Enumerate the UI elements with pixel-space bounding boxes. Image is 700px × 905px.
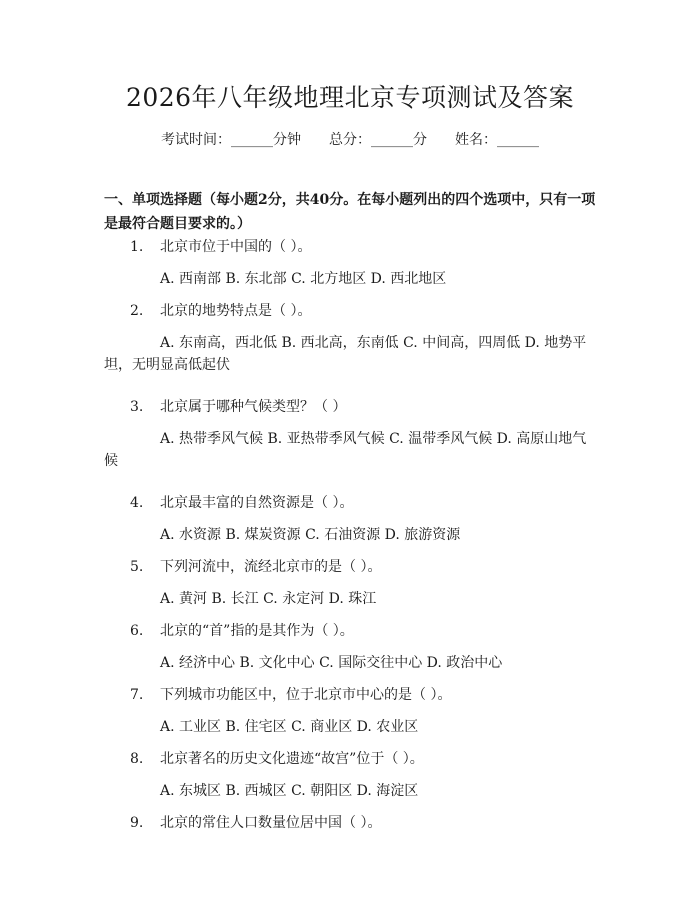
question-stem [104, 300, 598, 332]
question-stem [104, 812, 598, 844]
question-number: 8. [130, 751, 144, 767]
question-text: 北京的“首”指的是其作为（ ）。 [160, 623, 354, 639]
question-stem [104, 684, 598, 716]
total-score-label: 总分：______分 [329, 132, 427, 148]
question-options: A. 东南高，西北低 B. 西北高，东南低 C. 中间高，四周低 D. 地势平坦，无明显高低起伏 [104, 335, 587, 373]
section-heading: 一、单项选择题（每小题2分，共40分。在每小题列出的四个选项中，只有一项是最符合题目要求的。） [104, 192, 596, 232]
question-text: 北京市位于中国的（ ）。 [160, 239, 312, 255]
question-stem [104, 236, 598, 268]
question-options: A. 经济中心 B. 文化中心 C. 国际交往中心 D. 政治中心 [160, 655, 503, 671]
question-number: 3. [130, 399, 144, 415]
question-text: 北京著名的历史文化遗迹“故宫”位于（ ）。 [160, 751, 424, 767]
question-number: 2. [130, 303, 144, 319]
question-stem [104, 748, 598, 780]
exam-time-label: 考试时间：______分钟 [161, 132, 301, 148]
student-name-label: 姓名：______ [455, 132, 539, 148]
question-list [104, 236, 598, 844]
question-stem [104, 492, 598, 524]
question-number: 7. [130, 687, 144, 703]
question-number: 9. [130, 815, 144, 831]
question-text: 北京的地势特点是（ ）。 [160, 303, 312, 319]
question-stem [104, 396, 598, 428]
question-text: 下列河流中，流经北京市的是（ ）。 [160, 559, 382, 575]
question-number: 4. [130, 495, 144, 511]
question-stem [104, 556, 598, 588]
question-options: A. 热带季风气候 B. 亚热带季风气候 C. 温带季风气候 D. 高原山地气候 [104, 431, 587, 469]
question-number: 6. [130, 623, 144, 639]
question-options: A. 西南部 B. 东北部 C. 北方地区 D. 西北地区 [160, 271, 447, 287]
question-text: 下列城市功能区中，位于北京市中心的是（ ）。 [160, 687, 452, 703]
question-text: 北京属于哪种气候类型？（ ） [160, 399, 347, 415]
question-options: A. 工业区 B. 住宅区 C. 商业区 D. 农业区 [160, 719, 419, 735]
question-number: 1. [130, 239, 144, 255]
question-number: 5. [130, 559, 144, 575]
question-text: 北京的常住人口数量位居中国（ ）。 [160, 815, 382, 831]
exam-meta [0, 130, 700, 150]
question-stem [104, 620, 598, 652]
question-options: A. 水资源 B. 煤炭资源 C. 石油资源 D. 旅游资源 [160, 527, 461, 543]
question-options: A. 东城区 B. 西城区 C. 朝阳区 D. 海淀区 [160, 783, 419, 799]
page-title: 2026年八年级地理北京专项测试及答案 [125, 83, 575, 112]
question-text: 北京最丰富的自然资源是（ ）。 [160, 495, 354, 511]
question-options: A. 黄河 B. 长江 C. 永定河 D. 珠江 [160, 591, 377, 607]
